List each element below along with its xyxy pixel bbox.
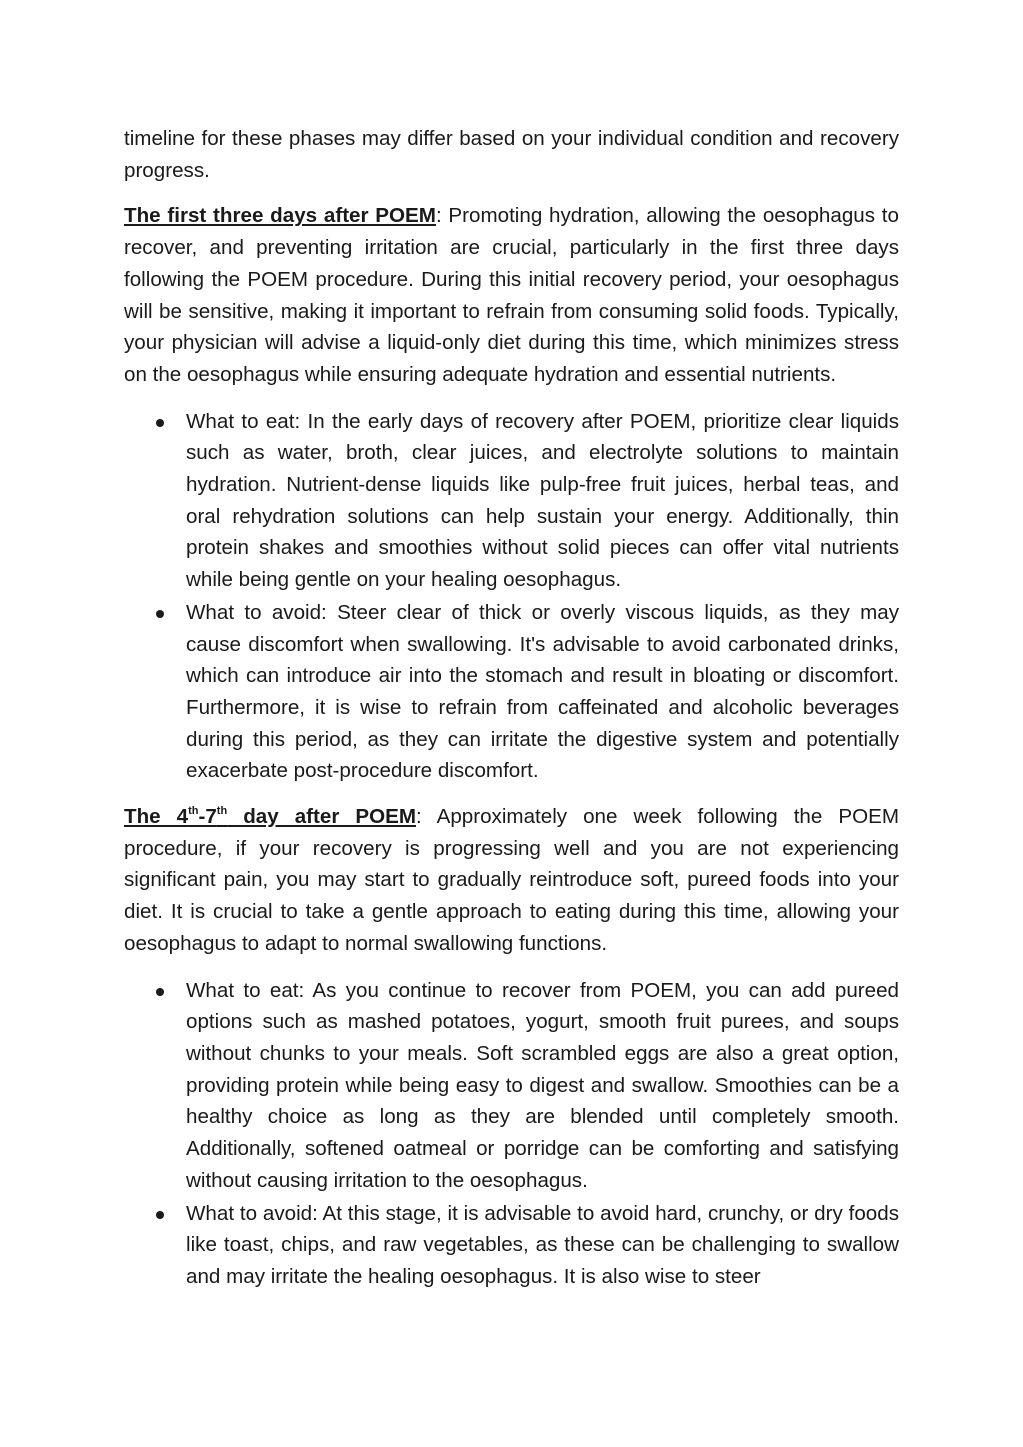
list-item-text: What to eat: In the early days of recovery after POEM, prioritize clear liquids such as water, broth, clear juices, and electrolyte solutions to maintain hydration. Nutrient-dense liquids like pulp-free fruit juices, herbal teas, and oral rehydration solutions can help sustain your energy. Additionally, thin protein shakes and smoothies without solid pieces can offer vital nutrients while being gentle on your healing oesophagus. [186,409,899,592]
section2-heading-superscript: th [188,805,199,818]
list-item [186,406,899,596]
section1-heading: The first three days after POEM [124,204,436,228]
list-item [186,975,899,1197]
list-item-text: What to eat: As you continue to recover from POEM, you can add pureed options such as mashed potatoes, yogurt, smooth fruit purees, and soups without chunks to your meals. Soft scrambled eggs are also a great option, providing protein while being easy to digest and swallow. Smoothies can be a healthy choice as long as they are blended until completely smooth. Additionally, softened oatmeal or porridge can be comforting and satisfying without causing irritation to the oesophagus. [186,978,899,1192]
list-item-text: What to avoid: At this stage, it is advisable to avoid hard, crunchy, or dry foods like toast, chips, and raw vegetables, as these can be challenging to swallow and may irritate the healing oesophagus. It is also wise to steer [186,1201,899,1288]
bullet-icon [156,988,164,996]
section2-heading-text: day after POEM [227,805,416,829]
section1-paragraph [124,200,899,390]
intro-paragraph: timeline for these phases may differ based on your individual condition and recovery progress. [124,127,899,182]
section2-heading-text: -7 [198,805,217,829]
bullet-icon [156,1211,164,1219]
section2-paragraph [124,801,899,960]
bullet-icon [156,419,164,427]
section2-heading-superscript: th [216,805,228,818]
section2-heading [124,805,416,828]
document-page [124,123,899,1293]
list-item [186,597,899,787]
section1-bullet-list [124,406,899,787]
bullet-icon [156,610,164,618]
section2-heading-text: The 4 [124,805,189,829]
list-item [186,1198,899,1293]
list-item-text: What to avoid: Steer clear of thick or overly viscous liquids, as they may cause discomfort when swallowing. It's advisable to avoid carbonated drinks, which can introduce air into the stomach and result in bloating or discomfort. Furthermore, it is wise to refrain from caffeinated and alcoholic beverages during this period, as they can irritate the digestive system and potentially exacerbate post-procedure discomfort. [186,600,899,783]
section2-bullet-list [124,975,899,1293]
section2-body: : Approximately one week following the POEM procedure, if your recovery is progressing well and you are not experiencing significant pain, you may start to gradually reintroduce soft, pureed foods into your diet. It is crucial to take a gentle approach to eating during this time, allowing your oesophagus to adapt to normal swallowing functions. [124,805,899,955]
section1-body: : Promoting hydration, allowing the oesophagus to recover, and preventing irritation are crucial, particularly in the first three days following the POEM procedure. During this initial recovery period, your oesophagus will be sensitive, making it important to refrain from consuming solid foods. Typically, your physician will advise a liquid-only diet during this time, which minimizes stress on the oesophagus while ensuring adequate hydration and essential nutrients. [124,204,899,386]
